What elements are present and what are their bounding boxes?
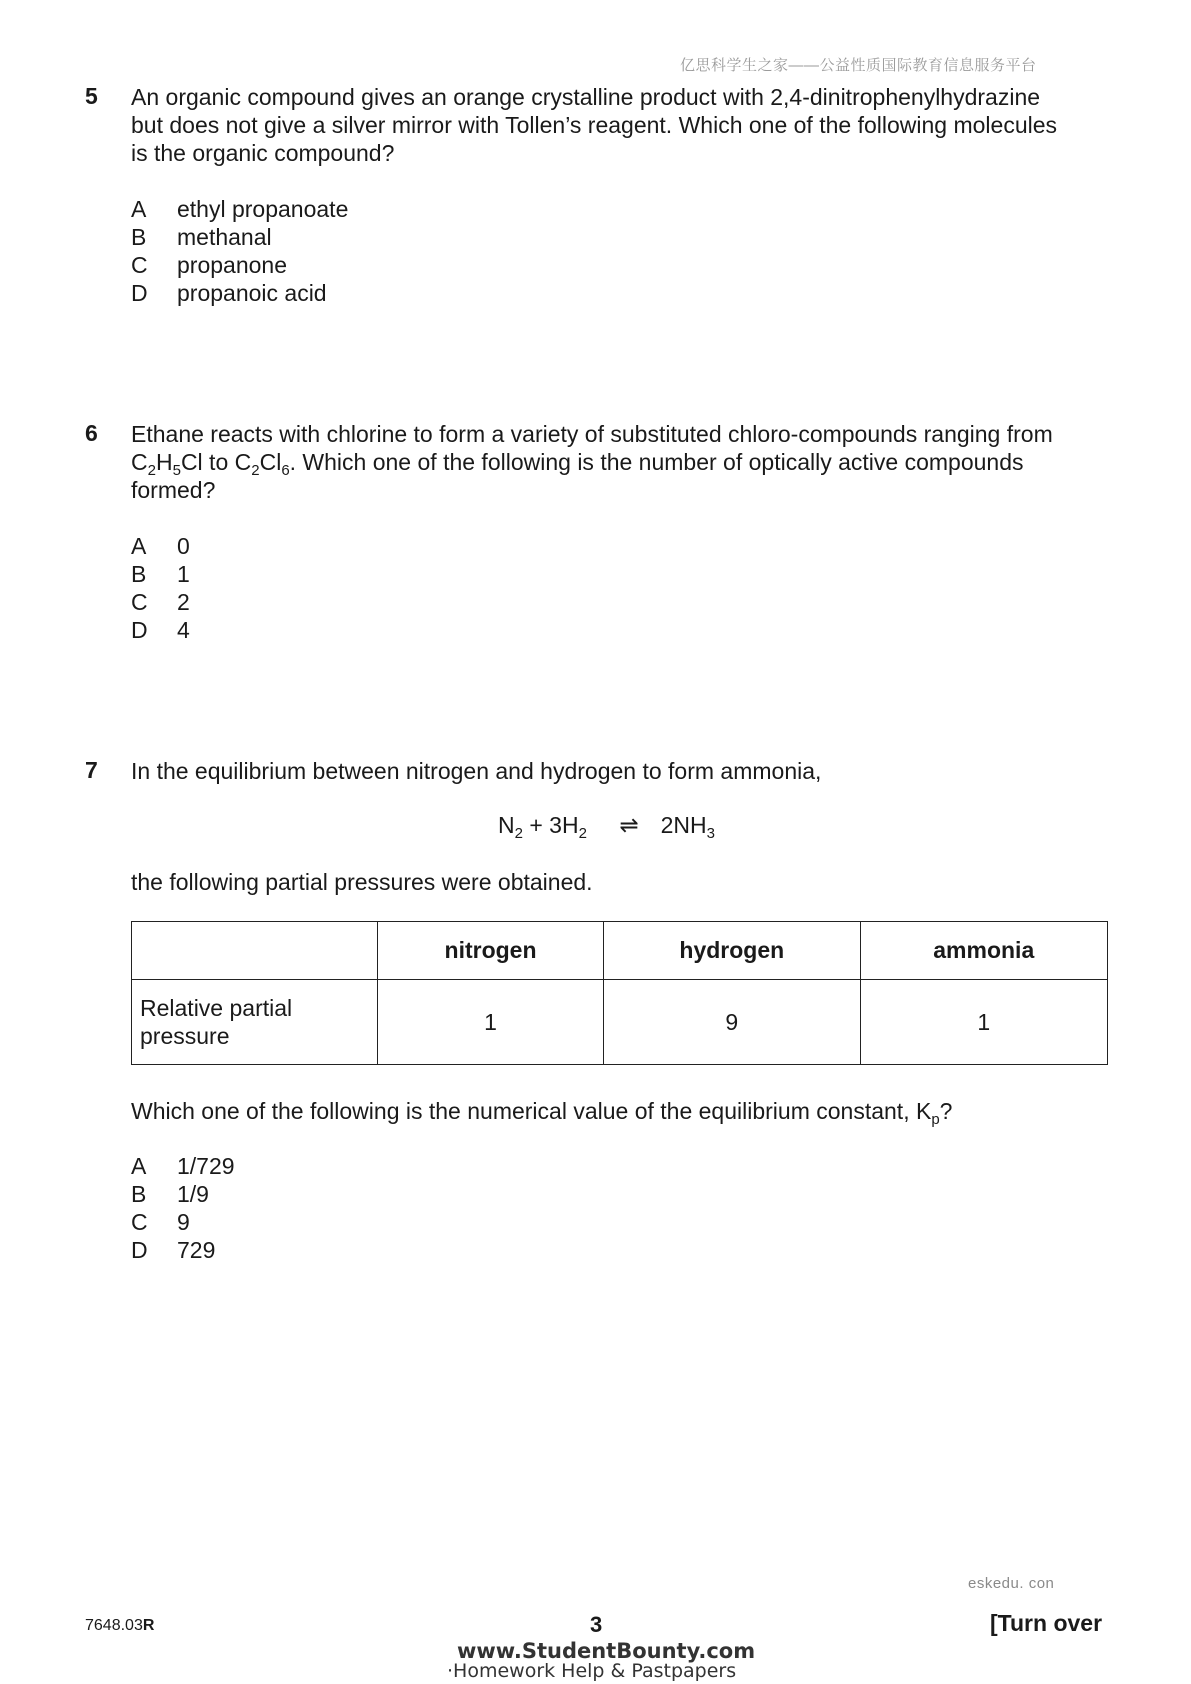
text-part: C — [131, 449, 148, 475]
table-header-cell: hydrogen — [604, 922, 860, 980]
turn-over-label: [Turn over — [990, 1610, 1103, 1636]
question-6-text — [131, 420, 1121, 504]
option-text: methanal — [177, 224, 272, 250]
question-6-line: formed? — [131, 477, 216, 503]
subscript: 3 — [706, 825, 715, 842]
text-part: Cl — [259, 449, 282, 475]
option-text: 4 — [177, 617, 190, 643]
table-cell-hydrogen: 9 — [604, 980, 860, 1065]
option-item — [131, 195, 348, 223]
question-5-number: 5 — [85, 83, 98, 109]
question-end: ? — [939, 1098, 953, 1124]
studentbounty-url[interactable]: www.StudentBounty.com — [457, 1639, 756, 1663]
question-6-line — [131, 448, 1121, 479]
subscript: 2 — [514, 825, 523, 842]
option-letter: D — [131, 617, 148, 643]
question-5-options — [131, 195, 348, 307]
question-6-options — [131, 532, 190, 644]
option-text: 1/729 — [177, 1153, 235, 1179]
option-letter: C — [131, 589, 148, 615]
option-item — [131, 1152, 235, 1180]
question-6-line: Ethane reacts with chlorine to form a variety of substituted chloro-compounds ranging from — [131, 421, 1053, 447]
question-text: Which one of the following is the numerical value of the equilibrium constant, K — [131, 1098, 932, 1124]
table-header-cell — [132, 922, 378, 980]
table-row-label — [132, 980, 378, 1065]
equilibrium-equation — [498, 812, 715, 842]
table-header-cell: ammonia — [860, 922, 1107, 980]
header-watermark: 亿思科学生之家——公益性质国际教育信息服务平台 — [680, 57, 1037, 74]
option-text: 0 — [177, 533, 190, 559]
option-text: 1 — [177, 561, 190, 587]
option-item — [131, 616, 190, 644]
option-letter: B — [131, 224, 147, 250]
question-7-intro: In the equilibrium between nitrogen and hydrogen to form ammonia, — [131, 758, 822, 784]
page-number: 3 — [590, 1612, 603, 1637]
option-letter: C — [131, 1209, 148, 1235]
option-item — [131, 560, 190, 588]
option-letter: B — [131, 1181, 147, 1207]
option-item — [131, 532, 190, 560]
option-item — [131, 1208, 235, 1236]
question-7-after-equation: the following partial pressures were obtained. — [131, 869, 593, 895]
table-row — [132, 980, 1108, 1065]
equation-product: 2NH — [660, 812, 707, 838]
subscript: 2 — [147, 462, 156, 479]
subscript: 2 — [251, 462, 260, 479]
question-6-number: 6 — [85, 420, 98, 446]
row-label-line: Relative partial — [140, 995, 293, 1021]
option-text: 9 — [177, 1209, 190, 1235]
question-5-line: is the organic compound? — [131, 140, 395, 166]
partial-pressure-table — [131, 921, 1108, 1065]
subscript: 6 — [281, 462, 290, 479]
option-letter: A — [131, 1153, 147, 1179]
question-7-question — [131, 1097, 1121, 1128]
option-letter: D — [131, 280, 148, 306]
studentbounty-tagline: ·Homework Help & Pastpapers — [447, 1660, 737, 1682]
equilibrium-arrow-icon: ⇌ — [619, 812, 639, 838]
text-part: H — [155, 449, 173, 475]
eskedu-watermark: eskedu. con — [968, 1575, 1055, 1592]
option-text: 1/9 — [177, 1181, 209, 1207]
option-item — [131, 588, 190, 616]
text-part: . Which one of the following is the number of optically active compounds — [289, 449, 1024, 475]
row-label-line: pressure — [140, 1023, 230, 1049]
equation-reactant-hydrogen: + 3H — [529, 812, 579, 838]
table-header-row — [132, 922, 1108, 980]
table-header-cell: nitrogen — [378, 922, 604, 980]
option-text: propanoic acid — [177, 280, 327, 306]
option-item — [131, 1180, 235, 1208]
option-letter: A — [131, 196, 147, 222]
option-letter: D — [131, 1237, 148, 1263]
option-item — [131, 1236, 235, 1264]
table-cell-ammonia: 1 — [860, 980, 1107, 1065]
option-item — [131, 223, 348, 251]
option-letter: A — [131, 533, 147, 559]
paper-code — [85, 1617, 154, 1635]
subscript: 5 — [172, 462, 181, 479]
option-text: ethyl propanoate — [177, 196, 349, 222]
option-letter: B — [131, 561, 147, 587]
question-5-line: but does not give a silver mirror with Tollen’s reagent. Which one of the following molecules — [131, 112, 1058, 138]
subscript: p — [931, 1111, 940, 1128]
subscript: 2 — [578, 825, 587, 842]
paper-code-number: 7648.03 — [85, 1617, 143, 1634]
text-part: Cl to C — [180, 449, 252, 475]
question-5-line: An organic compound gives an orange crystalline product with 2,4-dinitrophenylhydrazine — [131, 84, 1041, 110]
question-7-options — [131, 1152, 235, 1264]
option-text: propanone — [177, 252, 287, 278]
option-item — [131, 279, 348, 307]
question-7-number: 7 — [85, 757, 98, 783]
option-letter: C — [131, 252, 148, 278]
option-item — [131, 251, 348, 279]
question-5-text — [131, 83, 1121, 167]
equation-reactant-nitrogen: N — [498, 812, 515, 838]
option-text: 2 — [177, 589, 190, 615]
paper-code-suffix: R — [142, 1617, 155, 1634]
option-text: 729 — [177, 1237, 216, 1263]
table-cell-nitrogen: 1 — [378, 980, 604, 1065]
